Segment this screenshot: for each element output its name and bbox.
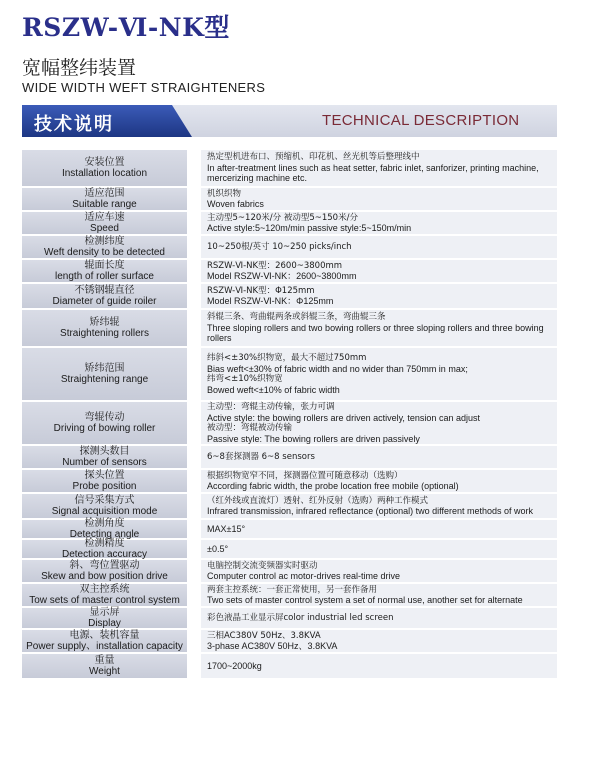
- spec-label: [22, 236, 187, 258]
- spec-value-line: mercerizing machine etc.: [207, 173, 308, 184]
- spec-label-en: Power supply、installation capacity: [26, 641, 183, 652]
- spec-value: [201, 188, 557, 210]
- spec-row: [22, 310, 557, 346]
- spec-value-line: 彩色液晶工业显示屏color industrial led screen: [207, 612, 394, 623]
- spec-label-cn: 斜、弯位置驱动: [69, 559, 140, 571]
- spec-value: [201, 608, 557, 628]
- spec-row: [22, 630, 557, 652]
- spec-value-line: In after-treatment lines such as heat setter, fabric inlet, sanforizer, printing machine,: [207, 162, 539, 173]
- spec-value-line: Three sloping rollers and two bowing rollers or three sloping rollers and three bowing: [207, 322, 544, 333]
- spec-label: [22, 630, 187, 652]
- spec-label-en: Detecting angle: [69, 529, 140, 540]
- spec-row: [22, 470, 557, 492]
- spec-value-line: 热定型机进布口、预缩机、印花机、丝光机等后整理线中: [207, 152, 420, 163]
- spec-label: [22, 446, 187, 468]
- spec-value-line: 1700~2000kg: [207, 660, 262, 671]
- spec-row: [22, 260, 557, 282]
- spec-value: [201, 560, 557, 582]
- spec-value-line: Computer control ac motor-drives real-time drive: [207, 571, 401, 581]
- spec-label-en: Suitable range: [72, 199, 137, 210]
- spec-value-line: RSZW-Ⅵ-NK型：2600~3800mm: [207, 260, 343, 271]
- spec-label: [22, 654, 187, 678]
- spec-label: [22, 470, 187, 492]
- spec-value: [201, 446, 557, 468]
- spec-label: [22, 348, 187, 400]
- spec-label: [22, 608, 187, 628]
- spec-value-line: 纬弯<±10%织物宽: [207, 374, 283, 384]
- spec-value: [201, 494, 557, 518]
- spec-value-line: 3-phase AC380V 50Hz、3.8KVA: [207, 641, 338, 651]
- spec-row: [22, 212, 557, 234]
- spec-value-line: Bias weft<±30% of fabric width and no wider than 750mm in max;: [207, 363, 468, 374]
- spec-value-line: ±0.5°: [207, 543, 229, 554]
- spec-label-en: Straightening rollers: [60, 328, 149, 339]
- spec-row: [22, 402, 557, 444]
- spec-row: [22, 584, 557, 606]
- technical-description-banner: [22, 105, 557, 137]
- spec-label-en: Speed: [90, 223, 119, 234]
- spec-label-en: Skew and bow position drive: [41, 571, 168, 582]
- spec-value: [201, 540, 557, 558]
- spec-value-line: 三相AC380V 50Hz、3.8KVA: [207, 630, 321, 641]
- spec-value: [201, 402, 557, 444]
- spec-row: [22, 537, 557, 560]
- spec-label: [22, 310, 187, 346]
- spec-value-line: Passive style: The bowing rollers are driven passively: [207, 433, 420, 444]
- spec-label: [22, 150, 187, 186]
- spec-row: [22, 284, 557, 308]
- spec-label-en: Detection accuracy: [61, 549, 148, 560]
- spec-label-cn: 安装位置: [84, 156, 125, 168]
- spec-label-cn: 显示屏: [89, 606, 120, 618]
- spec-value-line: 电脑控制交流变频器实时驱动: [207, 560, 318, 571]
- spec-label-en: Signal acquisition mode: [51, 506, 158, 517]
- spec-label: [22, 537, 187, 560]
- spec-value-line: 两套主控系统：一套正常使用，另一套作备用: [207, 584, 378, 595]
- spec-label-cn: 适应范围: [84, 187, 125, 199]
- spec-label-cn: 检测角度: [84, 517, 125, 529]
- spec-label: [22, 494, 187, 518]
- banner-title-en: TECHNICAL DESCRIPTION: [322, 112, 520, 129]
- spec-label-cn: 信号采集方式: [74, 494, 135, 506]
- spec-label: [22, 212, 187, 234]
- spec-label-cn: 不锈钢辊直径: [74, 284, 135, 296]
- spec-value-line: Woven fabrics: [207, 199, 264, 209]
- spec-value: [201, 260, 557, 282]
- spec-label-cn: 检测精度: [84, 537, 125, 549]
- spec-label-cn: 弯辊传动: [84, 411, 125, 423]
- spec-row: [22, 150, 557, 186]
- spec-label: [22, 260, 187, 282]
- spec-label-en: Probe position: [72, 481, 137, 492]
- spec-value: [201, 470, 557, 492]
- spec-value-line: Model RSZW-Ⅵ-NK：2600~3800mm: [207, 271, 357, 281]
- spec-value-line: MAX±15°: [207, 523, 246, 534]
- spec-value: [201, 630, 557, 652]
- spec-value-line: 10~250根/英寸 10~250 picks/inch: [207, 241, 352, 252]
- spec-label-en: Display: [88, 618, 121, 629]
- spec-label-cn: 重量: [94, 654, 115, 666]
- spec-label-en: Straightening range: [60, 374, 149, 385]
- spec-value: [201, 310, 557, 346]
- spec-value-line: （红外线或直流灯）透射、红外反射（选购）两种工作模式: [207, 495, 429, 506]
- spec-value-line: Active style: the bowing rollers are driven actively, tension can adjust: [207, 412, 480, 423]
- spec-row: [22, 654, 557, 678]
- spec-label-cn: 双主控系统: [79, 583, 130, 595]
- spec-row: [22, 188, 557, 210]
- spec-label-cn: 电源、装机容量: [69, 629, 140, 641]
- spec-label-en: Tow sets of master control system: [29, 595, 180, 606]
- spec-label-cn: 矫纬范围: [84, 362, 125, 374]
- spec-label-cn: 适应车速: [84, 211, 125, 223]
- spec-value-line: 被动型：弯辊被动传输: [207, 423, 293, 433]
- spec-value-line: 主动型5~120米/分 被动型5~150米/分: [207, 212, 358, 223]
- spec-label: [22, 402, 187, 444]
- spec-label-cn: 辊面长度: [84, 259, 125, 271]
- spec-value: [201, 584, 557, 606]
- spec-value-line: 根据织物宽窄不同，探测器位置可随意移动（选购）: [207, 470, 403, 481]
- spec-label-cn: 检测纬度: [84, 235, 125, 247]
- spec-row: [22, 608, 557, 628]
- spec-value-line: 主动型：弯辊主动传输，张力可调: [207, 402, 335, 412]
- spec-row: [22, 348, 557, 400]
- spec-row: [22, 446, 557, 468]
- spec-label-cn: 矫纬辊: [89, 316, 120, 328]
- banner-title-cn: 技术说明: [34, 114, 114, 135]
- spec-row: [22, 494, 557, 518]
- spec-value: [201, 654, 557, 678]
- spec-value: [201, 284, 557, 308]
- spec-value-line: RSZW-Ⅵ-NK型：Φ125mm: [207, 285, 315, 296]
- spec-value-line: Active style:5~120m/min passive style:5~150m/min: [207, 223, 412, 233]
- spec-label-en: Weight: [89, 666, 120, 677]
- spec-table: [22, 150, 557, 680]
- spec-value-line: 纬斜<±30%织物宽，最大不超过750mm: [207, 353, 367, 363]
- spec-row: [22, 236, 557, 258]
- spec-value-line: Infrared transmission, infrared reflectance (optional) two different methods of work: [207, 506, 533, 516]
- spec-row: [22, 517, 557, 540]
- spec-label: [22, 284, 187, 308]
- spec-row: [22, 560, 557, 582]
- spec-label-en: Number of sensors: [62, 457, 147, 468]
- spec-value: [201, 236, 557, 258]
- product-title-en: WIDE WIDTH WEFT STRAIGHTENERS: [22, 80, 266, 95]
- spec-label-cn: 探头位置: [84, 469, 125, 481]
- spec-value-line: 斜辊三条、弯曲辊两条或斜辊三条，弯曲辊三条: [207, 312, 386, 323]
- spec-label: [22, 517, 187, 540]
- spec-value-line: Bowed weft<±10% of fabric width: [207, 384, 340, 395]
- spec-label-en: Driving of bowing roller: [53, 423, 156, 434]
- spec-value-line: Two sets of master control system a set of normal use, another set for alternate: [207, 595, 523, 605]
- spec-value-line: Model RSZW-Ⅵ-NK：Φ125mm: [207, 296, 334, 306]
- spec-value: [201, 348, 557, 400]
- product-title-cn: 宽幅整纬装置: [22, 57, 137, 79]
- spec-label-en: Diameter of guide roiler: [52, 296, 157, 307]
- model-title: RSZW-Ⅵ-NK型: [22, 13, 230, 42]
- spec-label-en: Installation location: [61, 168, 148, 179]
- spec-label-cn: 探测头数目: [79, 445, 130, 457]
- spec-value: [201, 212, 557, 234]
- spec-label: [22, 188, 187, 210]
- spec-label-en: Weft density to be detected: [43, 247, 165, 258]
- spec-label: [22, 560, 187, 582]
- spec-value: [201, 150, 557, 186]
- spec-label: [22, 584, 187, 606]
- spec-value-line: rollers: [207, 333, 232, 344]
- spec-label-en: length of roller surface: [55, 271, 154, 282]
- spec-value: [201, 520, 557, 538]
- spec-value-line: 6~8套探测器 6~8 sensors: [207, 451, 315, 462]
- spec-value-line: According fabric width, the probe location free mobile (optional): [207, 481, 459, 491]
- spec-value-line: 机织织物: [207, 188, 242, 199]
